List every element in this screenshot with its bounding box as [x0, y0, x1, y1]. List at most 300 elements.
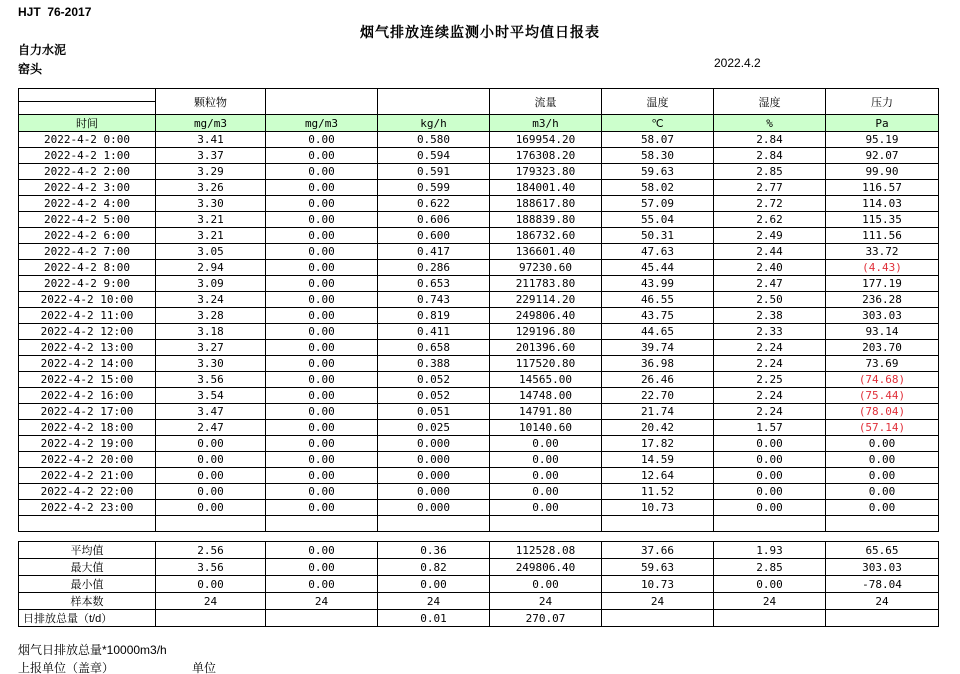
- value-cell: 0.00: [266, 404, 378, 420]
- group-header-pressure: 压力: [826, 89, 939, 115]
- value-cell: 303.03: [826, 308, 939, 324]
- value-cell: 0.00: [826, 452, 939, 468]
- value-cell: 43.75: [602, 308, 714, 324]
- unit-label: 单位: [192, 661, 217, 674]
- summary-value-cell: 2.85: [714, 559, 826, 576]
- value-cell: 0.00: [266, 196, 378, 212]
- value-cell: 44.65: [602, 324, 714, 340]
- unit-header-cell: %: [714, 115, 826, 132]
- table-row: [19, 484, 939, 500]
- summary-value-cell: 0.00: [490, 576, 602, 593]
- value-cell: 50.31: [602, 228, 714, 244]
- value-cell: 0.286: [378, 260, 490, 276]
- value-cell: 2.24: [714, 356, 826, 372]
- group-header-cell: [378, 89, 490, 115]
- value-cell: 0.653: [378, 276, 490, 292]
- value-cell: 58.07: [602, 132, 714, 148]
- value-cell: 115.35: [826, 212, 939, 228]
- value-cell: 0.00: [156, 484, 266, 500]
- value-cell: 0.00: [826, 500, 939, 516]
- group-header-row: [19, 89, 939, 102]
- value-cell: 0.600: [378, 228, 490, 244]
- time-cell: 2022-4-2 16:00: [19, 388, 156, 404]
- value-cell: 0.00: [266, 484, 378, 500]
- value-cell: 0.00: [714, 436, 826, 452]
- group-header-cell: [19, 89, 156, 102]
- value-cell: 203.70: [826, 340, 939, 356]
- value-cell: 0.00: [714, 468, 826, 484]
- value-cell: 184001.40: [490, 180, 602, 196]
- value-cell: 20.42: [602, 420, 714, 436]
- hourly-table: [18, 88, 939, 532]
- value-cell: 3.18: [156, 324, 266, 340]
- value-cell: 58.02: [602, 180, 714, 196]
- value-cell: 3.37: [156, 148, 266, 164]
- value-cell: 3.21: [156, 228, 266, 244]
- value-cell: 0.00: [490, 468, 602, 484]
- value-cell: 1.57: [714, 420, 826, 436]
- value-cell: 93.14: [826, 324, 939, 340]
- value-cell: 0.00: [714, 500, 826, 516]
- summary-value-cell: [266, 610, 378, 627]
- time-cell: 2022-4-2 12:00: [19, 324, 156, 340]
- value-cell: 46.55: [602, 292, 714, 308]
- flow-total-note: 烟气日排放总量*10000m3/h: [18, 643, 167, 657]
- value-cell: 0.000: [378, 436, 490, 452]
- summary-row: [19, 542, 939, 559]
- value-cell: 3.21: [156, 212, 266, 228]
- value-cell: 0.417: [378, 244, 490, 260]
- summary-value-cell: 303.03: [826, 559, 939, 576]
- time-cell: 2022-4-2 18:00: [19, 420, 156, 436]
- value-cell: 2.84: [714, 132, 826, 148]
- value-cell: 0.00: [266, 324, 378, 340]
- time-cell: 2022-4-2 21:00: [19, 468, 156, 484]
- summary-row: [19, 610, 939, 627]
- summary-row: [19, 559, 939, 576]
- time-cell: 2022-4-2 4:00: [19, 196, 156, 212]
- value-cell: 0.622: [378, 196, 490, 212]
- summary-value-cell: 24: [714, 593, 826, 610]
- value-cell: 116.57: [826, 180, 939, 196]
- unit-header-cell: Pa: [826, 115, 939, 132]
- summary-value-cell: 0.00: [266, 559, 378, 576]
- table-row: [19, 452, 939, 468]
- summary-value-cell: 249806.40: [490, 559, 602, 576]
- value-cell: 0.00: [266, 452, 378, 468]
- value-cell: 3.54: [156, 388, 266, 404]
- value-cell: 0.606: [378, 212, 490, 228]
- value-cell: 3.29: [156, 164, 266, 180]
- table-row: [19, 388, 939, 404]
- unit-header-cell: mg/m3: [266, 115, 378, 132]
- value-cell: 39.74: [602, 340, 714, 356]
- value-cell: 2.85: [714, 164, 826, 180]
- table-row: [19, 164, 939, 180]
- summary-value-cell: -78.04: [826, 576, 939, 593]
- value-cell: 0.00: [826, 436, 939, 452]
- empty-cell: [714, 516, 826, 532]
- summary-value-cell: 1.93: [714, 542, 826, 559]
- value-cell: 0.052: [378, 388, 490, 404]
- table-row: [19, 420, 939, 436]
- time-cell: 2022-4-2 15:00: [19, 372, 156, 388]
- summary-label-cell: 最大值: [19, 559, 156, 576]
- value-cell: 3.28: [156, 308, 266, 324]
- summary-row: [19, 576, 939, 593]
- value-cell: 0.599: [378, 180, 490, 196]
- time-cell: 2022-4-2 10:00: [19, 292, 156, 308]
- summary-value-cell: 0.01: [378, 610, 490, 627]
- value-cell: 2.40: [714, 260, 826, 276]
- standard-number: HJT 76-2017: [18, 5, 92, 19]
- value-cell: 211783.80: [490, 276, 602, 292]
- value-cell: 0.00: [266, 372, 378, 388]
- value-cell: 249806.40: [490, 308, 602, 324]
- group-header-flow: 流量: [490, 89, 602, 115]
- value-cell: 0.580: [378, 132, 490, 148]
- time-cell: 2022-4-2 17:00: [19, 404, 156, 420]
- value-cell: 3.30: [156, 196, 266, 212]
- value-cell: 17.82: [602, 436, 714, 452]
- value-cell: 0.00: [490, 484, 602, 500]
- summary-value-cell: [714, 610, 826, 627]
- group-header-cell: [19, 102, 156, 115]
- value-cell: 236.28: [826, 292, 939, 308]
- table-row: [19, 308, 939, 324]
- table-row: [19, 468, 939, 484]
- value-cell: 3.26: [156, 180, 266, 196]
- summary-label-cell: 平均值: [19, 542, 156, 559]
- value-cell: 177.19: [826, 276, 939, 292]
- table-row: [19, 148, 939, 164]
- table-gap: [18, 532, 939, 541]
- time-cell: 2022-4-2 5:00: [19, 212, 156, 228]
- value-cell: 129196.80: [490, 324, 602, 340]
- value-cell: 2.38: [714, 308, 826, 324]
- value-cell: 12.64: [602, 468, 714, 484]
- value-cell: 97230.60: [490, 260, 602, 276]
- value-cell: (78.04): [826, 404, 939, 420]
- value-cell: 2.84: [714, 148, 826, 164]
- value-cell: 14.59: [602, 452, 714, 468]
- table-row: [19, 260, 939, 276]
- value-cell: 0.00: [266, 212, 378, 228]
- value-cell: 73.69: [826, 356, 939, 372]
- summary-row: [19, 593, 939, 610]
- value-cell: 0.388: [378, 356, 490, 372]
- value-cell: 0.00: [714, 452, 826, 468]
- summary-value-cell: 65.65: [826, 542, 939, 559]
- summary-label-cell: 样本数: [19, 593, 156, 610]
- unit-header-cell: mg/m3: [156, 115, 266, 132]
- time-cell: 2022-4-2 22:00: [19, 484, 156, 500]
- value-cell: 2.25: [714, 372, 826, 388]
- value-cell: 10.73: [602, 500, 714, 516]
- value-cell: 0.025: [378, 420, 490, 436]
- time-cell: 2022-4-2 3:00: [19, 180, 156, 196]
- value-cell: 2.24: [714, 404, 826, 420]
- value-cell: 57.09: [602, 196, 714, 212]
- value-cell: 0.00: [266, 468, 378, 484]
- value-cell: 186732.60: [490, 228, 602, 244]
- value-cell: (57.14): [826, 420, 939, 436]
- value-cell: 11.52: [602, 484, 714, 500]
- value-cell: 2.50: [714, 292, 826, 308]
- empty-cell: [19, 516, 156, 532]
- value-cell: 201396.60: [490, 340, 602, 356]
- summary-value-cell: 0.82: [378, 559, 490, 576]
- value-cell: 14565.00: [490, 372, 602, 388]
- value-cell: 36.98: [602, 356, 714, 372]
- value-cell: (4.43): [826, 260, 939, 276]
- table-row: [19, 244, 939, 260]
- time-cell: 2022-4-2 1:00: [19, 148, 156, 164]
- value-cell: 0.00: [266, 420, 378, 436]
- value-cell: 92.07: [826, 148, 939, 164]
- value-cell: (75.44): [826, 388, 939, 404]
- summary-value-cell: [602, 610, 714, 627]
- time-cell: 2022-4-2 23:00: [19, 500, 156, 516]
- empty-cell: [378, 516, 490, 532]
- value-cell: 2.49: [714, 228, 826, 244]
- value-cell: 2.33: [714, 324, 826, 340]
- table-row: [19, 372, 939, 388]
- summary-label-cell: 日排放总量（t/d）: [19, 610, 156, 627]
- value-cell: 0.00: [266, 164, 378, 180]
- empty-cell: [602, 516, 714, 532]
- summary-rows: [19, 542, 939, 627]
- value-cell: 0.000: [378, 468, 490, 484]
- table-row: [19, 436, 939, 452]
- value-cell: 3.56: [156, 372, 266, 388]
- value-cell: 0.00: [156, 436, 266, 452]
- value-cell: 0.594: [378, 148, 490, 164]
- value-cell: 0.00: [156, 452, 266, 468]
- unit-header-cell: m3/h: [490, 115, 602, 132]
- monitor-point: 窑头: [18, 62, 43, 76]
- value-cell: 0.00: [156, 468, 266, 484]
- summary-value-cell: 24: [378, 593, 490, 610]
- value-cell: 0.000: [378, 484, 490, 500]
- value-cell: 229114.20: [490, 292, 602, 308]
- value-cell: 2.77: [714, 180, 826, 196]
- value-cell: 0.00: [266, 244, 378, 260]
- value-cell: 0.00: [266, 500, 378, 516]
- value-cell: 136601.40: [490, 244, 602, 260]
- value-cell: 43.99: [602, 276, 714, 292]
- summary-value-cell: 0.00: [378, 576, 490, 593]
- value-cell: 0.00: [266, 228, 378, 244]
- time-cell: 2022-4-2 8:00: [19, 260, 156, 276]
- value-cell: 0.051: [378, 404, 490, 420]
- value-cell: 22.70: [602, 388, 714, 404]
- value-cell: 0.000: [378, 452, 490, 468]
- value-cell: 2.72: [714, 196, 826, 212]
- unit-header-row: [19, 115, 939, 132]
- value-cell: 169954.20: [490, 132, 602, 148]
- summary-value-cell: [826, 610, 939, 627]
- time-cell: 2022-4-2 7:00: [19, 244, 156, 260]
- time-cell: 2022-4-2 0:00: [19, 132, 156, 148]
- group-header-temperature: 温度: [602, 89, 714, 115]
- value-cell: 0.00: [266, 308, 378, 324]
- value-cell: 3.41: [156, 132, 266, 148]
- value-cell: 2.62: [714, 212, 826, 228]
- value-cell: 0.00: [266, 276, 378, 292]
- report-date: 2022.4.2: [714, 56, 761, 70]
- value-cell: 2.47: [714, 276, 826, 292]
- summary-value-cell: 24: [266, 593, 378, 610]
- summary-value-cell: 0.00: [266, 542, 378, 559]
- value-cell: 0.00: [266, 292, 378, 308]
- page-title: 烟气排放连续监测小时平均值日报表: [360, 24, 600, 40]
- value-cell: 33.72: [826, 244, 939, 260]
- time-cell: 2022-4-2 19:00: [19, 436, 156, 452]
- value-cell: 3.47: [156, 404, 266, 420]
- summary-value-cell: 37.66: [602, 542, 714, 559]
- table-row: [19, 340, 939, 356]
- unit-header-cell: kg/h: [378, 115, 490, 132]
- value-cell: 3.27: [156, 340, 266, 356]
- summary-value-cell: 0.00: [266, 576, 378, 593]
- value-cell: 111.56: [826, 228, 939, 244]
- value-cell: 188617.80: [490, 196, 602, 212]
- value-cell: 0.00: [156, 500, 266, 516]
- table-row: [19, 132, 939, 148]
- value-cell: 58.30: [602, 148, 714, 164]
- summary-value-cell: 2.56: [156, 542, 266, 559]
- value-cell: 2.44: [714, 244, 826, 260]
- value-cell: 2.94: [156, 260, 266, 276]
- table-row: [19, 228, 939, 244]
- summary-value-cell: 0.36: [378, 542, 490, 559]
- value-cell: 0.00: [714, 484, 826, 500]
- time-cell: 2022-4-2 11:00: [19, 308, 156, 324]
- value-cell: 3.09: [156, 276, 266, 292]
- value-cell: 59.63: [602, 164, 714, 180]
- summary-table: [18, 541, 939, 627]
- value-cell: 0.819: [378, 308, 490, 324]
- value-cell: 2.47: [156, 420, 266, 436]
- value-cell: 0.411: [378, 324, 490, 340]
- value-cell: 114.03: [826, 196, 939, 212]
- summary-value-cell: 0.00: [156, 576, 266, 593]
- value-cell: 0.743: [378, 292, 490, 308]
- summary-value-cell: 24: [826, 593, 939, 610]
- table-row: [19, 180, 939, 196]
- summary-value-cell: 0.00: [714, 576, 826, 593]
- summary-label-cell: 最小值: [19, 576, 156, 593]
- summary-value-cell: 112528.08: [490, 542, 602, 559]
- value-cell: 0.00: [266, 436, 378, 452]
- value-cell: 47.63: [602, 244, 714, 260]
- value-cell: 0.000: [378, 500, 490, 516]
- unit-header-cell: ℃: [602, 115, 714, 132]
- table-row: [19, 212, 939, 228]
- hourly-rows: [19, 132, 939, 532]
- value-cell: 0.00: [266, 260, 378, 276]
- table-row: [19, 196, 939, 212]
- report-table-area: [18, 88, 939, 627]
- group-header-humidity: 湿度: [714, 89, 826, 115]
- table-row: [19, 292, 939, 308]
- time-cell: 2022-4-2 20:00: [19, 452, 156, 468]
- value-cell: 2.24: [714, 340, 826, 356]
- value-cell: 14791.80: [490, 404, 602, 420]
- value-cell: 0.591: [378, 164, 490, 180]
- table-row: [19, 500, 939, 516]
- value-cell: 0.00: [266, 388, 378, 404]
- time-cell: 2022-4-2 14:00: [19, 356, 156, 372]
- time-header: 时间: [19, 115, 156, 132]
- value-cell: 3.24: [156, 292, 266, 308]
- value-cell: 176308.20: [490, 148, 602, 164]
- empty-cell: [266, 516, 378, 532]
- group-header-particulate: 颗粒物: [156, 89, 266, 115]
- empty-row: [19, 516, 939, 532]
- empty-cell: [156, 516, 266, 532]
- value-cell: 0.658: [378, 340, 490, 356]
- value-cell: 14748.00: [490, 388, 602, 404]
- value-cell: 0.00: [266, 148, 378, 164]
- table-row: [19, 276, 939, 292]
- value-cell: 99.90: [826, 164, 939, 180]
- summary-value-cell: 24: [156, 593, 266, 610]
- time-cell: 2022-4-2 9:00: [19, 276, 156, 292]
- table-row: [19, 324, 939, 340]
- value-cell: 0.00: [266, 356, 378, 372]
- reporting-org-label: 上报单位（盖章）: [18, 661, 115, 674]
- value-cell: 0.00: [266, 132, 378, 148]
- time-cell: 2022-4-2 2:00: [19, 164, 156, 180]
- summary-value-cell: [156, 610, 266, 627]
- value-cell: 0.00: [490, 500, 602, 516]
- value-cell: 45.44: [602, 260, 714, 276]
- summary-value-cell: 24: [602, 593, 714, 610]
- group-header-cell: [266, 89, 378, 115]
- value-cell: 0.00: [826, 484, 939, 500]
- value-cell: 0.00: [490, 436, 602, 452]
- summary-value-cell: 59.63: [602, 559, 714, 576]
- value-cell: (74.68): [826, 372, 939, 388]
- value-cell: 117520.80: [490, 356, 602, 372]
- value-cell: 21.74: [602, 404, 714, 420]
- summary-value-cell: 270.07: [490, 610, 602, 627]
- table-row: [19, 356, 939, 372]
- value-cell: 0.00: [826, 468, 939, 484]
- empty-cell: [490, 516, 602, 532]
- value-cell: 0.00: [266, 340, 378, 356]
- value-cell: 55.04: [602, 212, 714, 228]
- value-cell: 0.00: [490, 452, 602, 468]
- value-cell: 0.00: [266, 180, 378, 196]
- table-row: [19, 404, 939, 420]
- value-cell: 10140.60: [490, 420, 602, 436]
- company-name: 自力水泥: [18, 43, 67, 57]
- value-cell: 0.052: [378, 372, 490, 388]
- time-cell: 2022-4-2 13:00: [19, 340, 156, 356]
- summary-value-cell: 10.73: [602, 576, 714, 593]
- value-cell: 95.19: [826, 132, 939, 148]
- summary-value-cell: 3.56: [156, 559, 266, 576]
- summary-value-cell: 24: [490, 593, 602, 610]
- value-cell: 26.46: [602, 372, 714, 388]
- time-cell: 2022-4-2 6:00: [19, 228, 156, 244]
- value-cell: 179323.80: [490, 164, 602, 180]
- value-cell: 2.24: [714, 388, 826, 404]
- value-cell: 188839.80: [490, 212, 602, 228]
